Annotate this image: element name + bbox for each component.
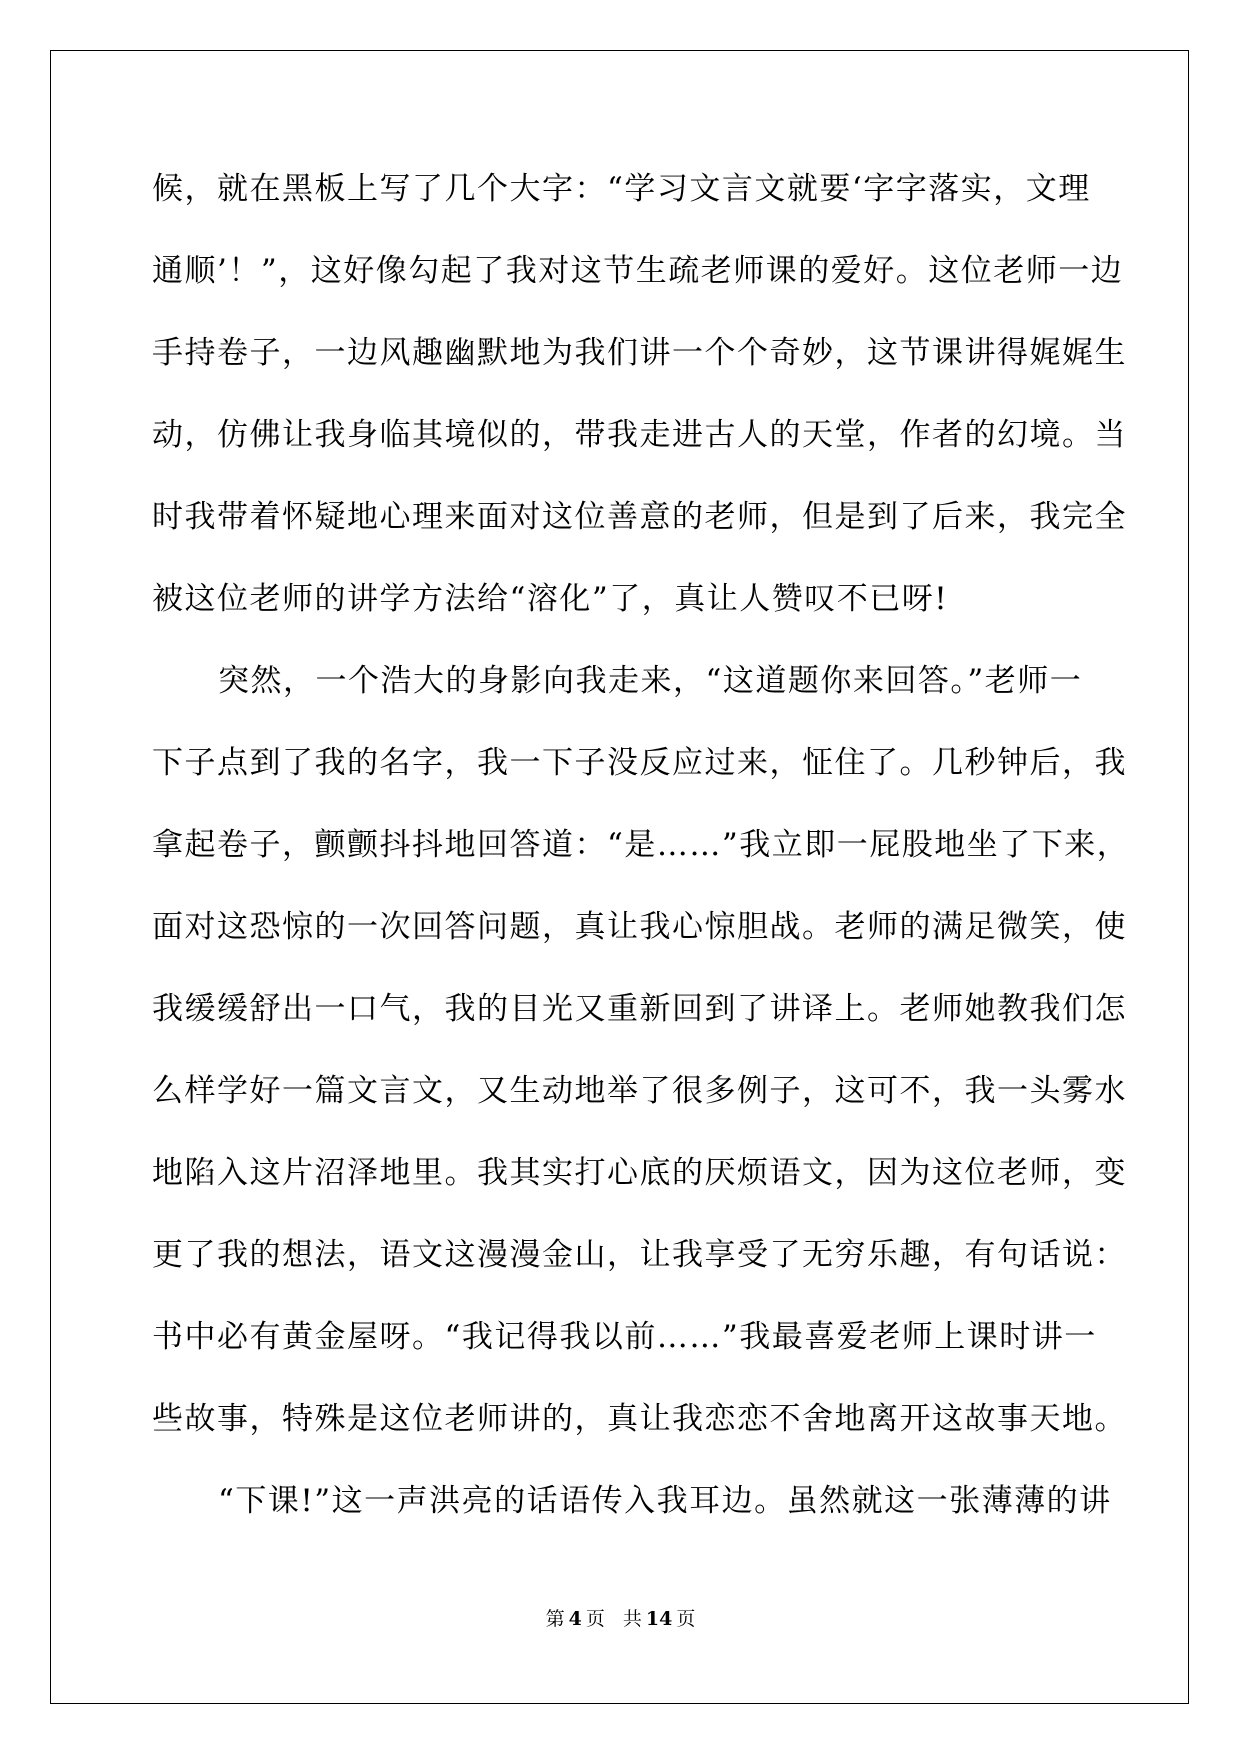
text-line: 被这位老师的讲学方法给“溶化”了，真让人赞叹不已呀! xyxy=(152,581,949,617)
text-line: 下子点到了我的名字，我一下子没反应过来，怔住了。几秒钟后，我 xyxy=(152,745,1127,781)
page-label-suffix: 页 xyxy=(585,1608,605,1630)
text-line: 些故事，特殊是这位老师讲的，真让我恋恋不舍地离开这故事天地。 xyxy=(152,1401,1127,1437)
text-line: 时我带着怀疑地心理来面对这位善意的老师，但是到了后来，我完全 xyxy=(152,499,1127,535)
total-label-suffix: 页 xyxy=(676,1608,696,1630)
text-line: 么样学好一篇文言文，又生动地举了很多例子，这可不，我一头雾水 xyxy=(152,1073,1127,1109)
text-line: 通顺’！”，这好像勾起了我对这节生疏老师课的爱好。这位老师一边 xyxy=(152,253,1124,289)
page-number: 4 xyxy=(568,1608,582,1630)
page-footer xyxy=(0,1607,1241,1631)
paragraph-start-line: “下课!”这一声洪亮的话语传入我耳边。虽然就这一张薄薄的讲 xyxy=(218,1483,1112,1519)
text-line: 拿起卷子，颤颤抖抖地回答道：“是……”我立即一屁股地坐了下来， xyxy=(152,827,1130,863)
text-line: 更了我的想法，语文这漫漫金山，让我享受了无穷乐趣，有句话说： xyxy=(152,1237,1127,1273)
total-pages: 14 xyxy=(645,1608,673,1630)
page-label-prefix: 第 xyxy=(545,1608,565,1630)
text-line: 我缓缓舒出一口气，我的目光又重新回到了讲译上。老师她教我们怎 xyxy=(152,991,1127,1027)
text-line: 书中必有黄金屋呀。“我记得我以前……”我最喜爱老师上课时讲一 xyxy=(152,1319,1097,1355)
paragraph-start-line: 突然，一个浩大的身影向我走来，“这道题你来回答。”老师一 xyxy=(218,663,1083,699)
total-label-prefix: 共 xyxy=(622,1608,642,1630)
text-line: 动，仿佛让我身临其境似的，带我走进古人的天堂，作者的幻境。当 xyxy=(152,417,1127,453)
text-line: 候，就在黑板上写了几个大字：“学习文言文就要‘字字落实，文理 xyxy=(152,171,1091,207)
text-line: 手持卷子，一边风趣幽默地为我们讲一个个奇妙，这节课讲得娓娓生 xyxy=(152,335,1127,371)
text-line: 地陷入这片沼泽地里。我其实打心底的厌烦语文，因为这位老师，变 xyxy=(152,1155,1127,1191)
body-text xyxy=(152,160,1130,1554)
text-line: 面对这恐惊的一次回答问题，真让我心惊胆战。老师的满足微笑，使 xyxy=(152,909,1127,945)
